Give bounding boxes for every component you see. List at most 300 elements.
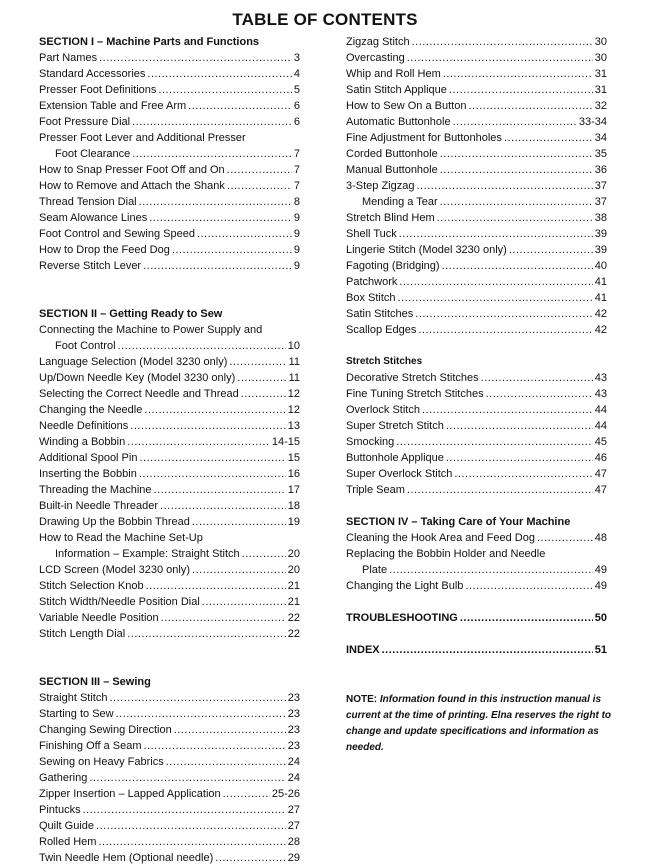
entry-label: How to Snap Presser Foot Off and On: [39, 164, 225, 176]
entry-label: Stitch Selection Knob: [39, 580, 144, 592]
leader-dots: [398, 290, 593, 306]
entry-label-line: Presser Foot Lever and Additional Presser: [39, 132, 246, 144]
toc-entry[interactable]: [346, 162, 607, 178]
leader-dots: [96, 818, 286, 834]
entry-page: 8: [293, 196, 300, 208]
section-heading: SECTION I – Machine Parts and Functions: [39, 36, 260, 48]
entry-page: 23: [287, 724, 300, 736]
leader-dots: [229, 354, 286, 370]
leader-dots: [139, 466, 286, 482]
toc-entry[interactable]: [39, 626, 300, 642]
entry-page: 3: [293, 52, 300, 64]
entry-label: Part Names: [39, 52, 98, 64]
leader-dots: [453, 114, 577, 130]
leader-dots: [192, 562, 286, 578]
entry-page: 18: [287, 500, 300, 512]
toc-entry[interactable]: [346, 370, 607, 386]
page-title: TABLE OF CONTENTS: [232, 10, 418, 29]
spacer: [346, 498, 607, 514]
entry-page: 7: [293, 164, 300, 176]
entry-label: Fine Adjustment for Buttonholes: [346, 132, 502, 144]
entry-page: 44: [594, 420, 607, 432]
toc-entry[interactable]: [39, 738, 300, 754]
entry-label: Fagoting (Bridging): [346, 260, 440, 272]
leader-dots: [192, 514, 286, 530]
spacer: [39, 274, 300, 290]
toc-entry[interactable]: [346, 82, 607, 98]
entry-label: Buttonhole Applique: [346, 452, 444, 464]
entry-page: 37: [594, 196, 607, 208]
leader-dots: [144, 402, 285, 418]
entry-page: 23: [287, 740, 300, 752]
entry-label: Stretch Blind Hem: [346, 212, 435, 224]
entry-page: 14-15: [271, 436, 300, 448]
toc-entry[interactable]: [39, 418, 300, 434]
toc-entry[interactable]: [346, 258, 607, 274]
leader-dots: [399, 226, 593, 242]
entry-page: 29: [287, 852, 300, 864]
leader-dots: [443, 66, 593, 82]
toc-entry[interactable]: [346, 274, 607, 290]
leader-dots: [139, 194, 292, 210]
leader-dots: [468, 98, 592, 114]
leader-dots: [537, 530, 593, 546]
entry-label: Foot Control: [55, 340, 116, 352]
entry-label: 3-Step Zigzag: [346, 180, 415, 192]
entry-label: Patchwork: [346, 276, 398, 288]
toc-entry[interactable]: [346, 466, 607, 482]
entry-label: Changing Sewing Direction: [39, 724, 172, 736]
entry-label: Corded Buttonhole: [346, 148, 438, 160]
entry-page: 6: [293, 100, 300, 112]
leader-dots: [83, 802, 286, 818]
entry-page: 9: [293, 260, 300, 272]
entry-label: Inserting the Bobbin: [39, 468, 137, 480]
toc-entry[interactable]: [39, 178, 300, 194]
toc-entry[interactable]: [39, 258, 300, 274]
entry-label: Reverse Stitch Lever: [39, 260, 142, 272]
entry-label: Seam Alowance Lines: [39, 212, 148, 224]
section-heading: SECTION IV – Taking Care of Your Machine: [346, 516, 571, 528]
toc-entry[interactable]: [39, 578, 300, 594]
leader-dots: [116, 706, 286, 722]
entry-label: Stitch Length Dial: [39, 628, 126, 640]
entry-page: 23: [287, 708, 300, 720]
entry-label: Threading the Machine: [39, 484, 152, 496]
spacer: [39, 642, 300, 658]
toc-entry[interactable]: [346, 146, 607, 162]
entry-label: Super Stretch Stitch: [346, 420, 444, 432]
leader-dots: [454, 466, 592, 482]
entry-page: 7: [293, 148, 300, 160]
entry-page: 30: [594, 52, 607, 64]
entry-page: 33-34: [578, 116, 607, 128]
toc-entry[interactable]: [39, 98, 300, 114]
entry-page: 27: [287, 820, 300, 832]
toc-entry[interactable]: [39, 450, 300, 466]
entry-label: Zigzag Stitch: [346, 36, 410, 48]
entry-page: 30: [594, 36, 607, 48]
spacer: [346, 594, 607, 610]
entry-page: 44: [594, 404, 607, 416]
entry-page: 12: [287, 404, 300, 416]
entry-label: Twin Needle Hem (Optional needle): [39, 852, 214, 864]
entry-label: Built-in Needle Threader: [39, 500, 159, 512]
entry-page: 42: [594, 324, 607, 336]
leader-dots: [442, 258, 593, 274]
entry-page: 7: [293, 180, 300, 192]
leader-dots: [174, 722, 286, 738]
entry-label: Satin Stitch Applique: [346, 84, 447, 96]
leader-dots: [144, 738, 286, 754]
entry-page: 24: [287, 756, 300, 768]
entry-label: Variable Needle Position: [39, 612, 159, 624]
leader-dots: [396, 434, 592, 450]
spacer: [39, 658, 300, 674]
toc-entry[interactable]: [346, 434, 607, 450]
leader-dots: [242, 546, 286, 562]
entry-page: 47: [594, 484, 607, 496]
entry-page: 31: [594, 84, 607, 96]
leader-dots: [158, 82, 291, 98]
toc-entry[interactable]: [39, 834, 300, 850]
toc-entry[interactable]: [346, 98, 607, 114]
leader-dots: [418, 322, 592, 338]
leader-dots: [143, 258, 292, 274]
entry-page: 39: [594, 244, 607, 256]
entry-label: LCD Screen (Model 3230 only): [39, 564, 191, 576]
toc-entry-index[interactable]: [346, 642, 607, 658]
toc-entry[interactable]: [39, 194, 300, 210]
toc-entry[interactable]: [39, 722, 300, 738]
entry-label: Lingerie Stitch (Model 3230 only): [346, 244, 507, 256]
entry-label: How to Sew On a Button: [346, 100, 467, 112]
leader-dots: [98, 834, 285, 850]
toc-entry[interactable]: [39, 370, 300, 386]
toc-entry[interactable]: [39, 498, 300, 514]
entry-label: Fine Tuning Stretch Stitches: [346, 388, 484, 400]
subsection-heading: Stretch Stitches: [346, 356, 423, 367]
entry-page: 41: [594, 292, 607, 304]
entry-label: Rolled Hem: [39, 836, 97, 848]
leader-dots: [160, 498, 286, 514]
toc-entry[interactable]: [346, 66, 607, 82]
entry-label: Triple Seam: [346, 484, 405, 496]
leader-dots: [172, 242, 292, 258]
leader-dots: [486, 386, 593, 402]
toc-entry[interactable]: [346, 34, 607, 50]
entry-page: 22: [287, 612, 300, 624]
entry-label: Sewing on Heavy Fabrics: [39, 756, 164, 768]
leader-dots: [416, 178, 592, 194]
entry-page: 11: [288, 356, 300, 368]
entry-label: Changing the Light Bulb: [346, 580, 464, 592]
entry-label: Decorative Stretch Stitches: [346, 372, 479, 384]
entry-label: Satin Stitches: [346, 308, 414, 320]
leader-dots: [440, 194, 593, 210]
entry-page: 45: [594, 436, 607, 448]
entry-page: 37: [594, 180, 607, 192]
entry-label: INDEX: [346, 644, 380, 656]
leader-dots: [99, 50, 292, 66]
entry-label: Language Selection (Model 3230 only): [39, 356, 228, 368]
entry-label: Foot Pressure Dial: [39, 116, 131, 128]
entry-page: 25-26: [271, 788, 300, 800]
entry-page: 43: [594, 372, 607, 384]
entry-page: 32: [594, 100, 607, 112]
toc-entry[interactable]: [39, 482, 300, 498]
leader-dots: [223, 786, 270, 802]
toc-entry[interactable]: [39, 242, 300, 258]
leader-dots: [465, 578, 592, 594]
toc-entry[interactable]: [39, 594, 300, 610]
entry-page: 21: [287, 580, 300, 592]
toc-entry[interactable]: [39, 66, 300, 82]
entry-label-line: How to Read the Machine Set-Up: [39, 532, 203, 544]
entry-label: Starting to Sew: [39, 708, 114, 720]
toc-entry[interactable]: [346, 50, 607, 66]
toc-entry[interactable]: [346, 226, 607, 242]
entry-label: Additional Spool Pin: [39, 452, 138, 464]
entry-page: 50: [594, 612, 607, 624]
leader-dots: [132, 146, 292, 162]
section-heading: SECTION II – Getting Ready to Sew: [39, 308, 223, 320]
entry-label-line: Connecting the Machine to Power Supply and: [39, 324, 263, 336]
entry-label: Stitch Width/Needle Position Dial: [39, 596, 200, 608]
entry-label: TROUBLESHOOTING: [346, 612, 458, 624]
entry-page: 9: [293, 244, 300, 256]
entry-page: 5: [293, 84, 300, 96]
entry-label: Straight Stitch: [39, 692, 108, 704]
note-paragraph: [346, 692, 626, 756]
leader-dots: [481, 370, 593, 386]
toc-entry[interactable]: [346, 242, 607, 258]
leader-dots: [382, 642, 593, 658]
leader-dots: [89, 770, 285, 786]
leader-dots: [109, 690, 285, 706]
leader-dots: [146, 578, 286, 594]
leader-dots: [202, 594, 286, 610]
entry-label: Zipper Insertion – Lapped Application: [39, 788, 221, 800]
toc-left-column: [39, 34, 300, 866]
toc-entry[interactable]: [39, 818, 300, 834]
toc-entry[interactable]: [39, 690, 300, 706]
leader-dots: [446, 450, 593, 466]
entry-page: 9: [293, 228, 300, 240]
entry-page: 13: [287, 420, 300, 432]
entry-label: How to Drop the Feed Dog: [39, 244, 170, 256]
spacer: [39, 290, 300, 306]
entry-page: 28: [287, 836, 300, 848]
leader-dots: [446, 418, 593, 434]
entry-label: Super Overlock Stitch: [346, 468, 453, 480]
entry-page: 9: [293, 212, 300, 224]
leader-dots: [161, 610, 286, 626]
leader-dots: [188, 98, 292, 114]
entry-label: Overlock Stitch: [346, 404, 420, 416]
entry-page: 49: [594, 564, 607, 576]
toc-entry[interactable]: [39, 546, 300, 562]
leader-dots: [389, 562, 593, 578]
toc-entry[interactable]: [346, 114, 607, 130]
entry-page: 43: [594, 388, 607, 400]
toc-entry[interactable]: [346, 290, 607, 306]
entry-label: Information – Example: Straight Stitch: [55, 548, 240, 560]
entry-page: 10: [287, 340, 300, 352]
entry-label: Cleaning the Hook Area and Feed Dog: [346, 532, 535, 544]
leader-dots: [149, 210, 292, 226]
entry-label: Manual Buttonhole: [346, 164, 438, 176]
entry-page: 48: [594, 532, 607, 544]
leader-dots: [147, 66, 291, 82]
toc-entry[interactable]: [39, 210, 300, 226]
leader-dots: [132, 114, 292, 130]
toc-entry-troubleshooting[interactable]: [346, 610, 607, 626]
entry-label: Selecting the Correct Needle and Thread: [39, 388, 239, 400]
entry-page: 22: [287, 628, 300, 640]
toc-entry[interactable]: [39, 354, 300, 370]
leader-dots: [407, 50, 593, 66]
entry-page: 39: [594, 228, 607, 240]
toc-entry[interactable]: [39, 146, 300, 162]
entry-page: 21: [287, 596, 300, 608]
toc-entry[interactable]: [346, 530, 607, 546]
leader-dots: [437, 210, 593, 226]
toc-entry[interactable]: [346, 322, 607, 338]
leader-dots: [440, 162, 593, 178]
toc-entry[interactable]: [39, 50, 300, 66]
toc-entry[interactable]: [39, 754, 300, 770]
entry-label: Overcasting: [346, 52, 405, 64]
entry-label: Winding a Bobbin: [39, 436, 126, 448]
leader-dots: [197, 226, 292, 242]
toc-entry[interactable]: [346, 578, 607, 594]
entry-page: 23: [287, 692, 300, 704]
toc-entry[interactable]: [346, 178, 607, 194]
toc-entry[interactable]: [346, 562, 607, 578]
toc-entry[interactable]: [39, 82, 300, 98]
spacer: [346, 338, 607, 354]
toc-entry[interactable]: [346, 386, 607, 402]
entry-page: 31: [594, 68, 607, 80]
entry-label: Foot Control and Sewing Speed: [39, 228, 195, 240]
toc-entry[interactable]: [39, 514, 300, 530]
toc-entry[interactable]: [39, 610, 300, 626]
entry-label-line: Replacing the Bobbin Holder and Needle: [346, 548, 546, 560]
toc-entry[interactable]: [39, 770, 300, 786]
entry-label: Pintucks: [39, 804, 81, 816]
toc-entry[interactable]: [39, 386, 300, 402]
toc-entry[interactable]: [346, 482, 607, 498]
toc-entry[interactable]: [346, 418, 607, 434]
leader-dots: [127, 434, 270, 450]
spacer: [346, 626, 607, 642]
leader-dots: [460, 610, 593, 626]
leader-dots: [154, 482, 286, 498]
entry-page: 6: [293, 116, 300, 128]
toc-entry[interactable]: [346, 306, 607, 322]
leader-dots: [227, 178, 292, 194]
entry-label: Drawing Up the Bobbin Thread: [39, 516, 190, 528]
leader-dots: [130, 418, 285, 434]
toc-entry[interactable]: [39, 114, 300, 130]
entry-label: Standard Accessories: [39, 68, 146, 80]
toc-entry[interactable]: [39, 162, 300, 178]
leader-dots: [440, 146, 593, 162]
entry-label: Needle Definitions: [39, 420, 129, 432]
entry-label: Changing the Needle: [39, 404, 143, 416]
leader-dots: [127, 626, 286, 642]
entry-label: How to Remove and Attach the Shank: [39, 180, 225, 192]
entry-page: 34: [594, 132, 607, 144]
entry-page: 40: [594, 260, 607, 272]
entry-label: Finishing Off a Seam: [39, 740, 142, 752]
leader-dots: [166, 754, 286, 770]
entry-page: 36: [594, 164, 607, 176]
leader-dots: [139, 450, 285, 466]
entry-label: Automatic Buttonhole: [346, 116, 451, 128]
toc-entry[interactable]: [39, 338, 300, 354]
toc-entry[interactable]: [346, 450, 607, 466]
entry-page: 4: [293, 68, 300, 80]
entry-label: Thread Tension Dial: [39, 196, 137, 208]
entry-label: Whip and Roll Hem: [346, 68, 441, 80]
entry-label: Up/Down Needle Key (Model 3230 only): [39, 372, 236, 384]
entry-label: Foot Clearance: [55, 148, 131, 160]
entry-page: 17: [287, 484, 300, 496]
entry-page: 42: [594, 308, 607, 320]
entry-page: 11: [288, 372, 300, 384]
toc-entry[interactable]: [39, 226, 300, 242]
toc-entry[interactable]: [39, 706, 300, 722]
entry-label: Extension Table and Free Arm: [39, 100, 187, 112]
entry-label: Gathering: [39, 772, 88, 784]
entry-page: 51: [594, 644, 607, 656]
note-label: NOTE:: [346, 694, 378, 705]
leader-dots: [509, 242, 593, 258]
leader-dots: [407, 482, 593, 498]
leader-dots: [227, 162, 292, 178]
toc-entry[interactable]: [39, 802, 300, 818]
entry-page: 12: [287, 388, 300, 400]
toc-entry[interactable]: [39, 434, 300, 450]
section-heading: SECTION III – Sewing: [39, 676, 151, 688]
toc-entry[interactable]: [346, 402, 607, 418]
toc-entry[interactable]: [346, 130, 607, 146]
entry-label: Shell Tuck: [346, 228, 397, 240]
leader-dots: [504, 130, 593, 146]
toc-entry[interactable]: [346, 194, 607, 210]
entry-label: Scallop Edges: [346, 324, 417, 336]
entry-label: Mending a Tear: [362, 196, 438, 208]
entry-page: 47: [594, 468, 607, 480]
note-body: Information found in this instruction manual is current at the time of printing. Elna reserves the right to change and update specifications and information as needed.: [346, 694, 612, 753]
entry-label: Smocking: [346, 436, 395, 448]
toc-entry[interactable]: [39, 562, 300, 578]
entry-page: 41: [594, 276, 607, 288]
toc-entry[interactable]: [39, 466, 300, 482]
toc-entry[interactable]: [39, 402, 300, 418]
leader-dots: [415, 306, 592, 322]
entry-page: 46: [594, 452, 607, 464]
entry-page: 49: [594, 580, 607, 592]
leader-dots: [399, 274, 592, 290]
toc-entry[interactable]: [39, 786, 300, 802]
entry-page: 35: [594, 148, 607, 160]
entry-page: 20: [287, 564, 300, 576]
toc-entry[interactable]: [346, 210, 607, 226]
entry-page: 16: [287, 468, 300, 480]
